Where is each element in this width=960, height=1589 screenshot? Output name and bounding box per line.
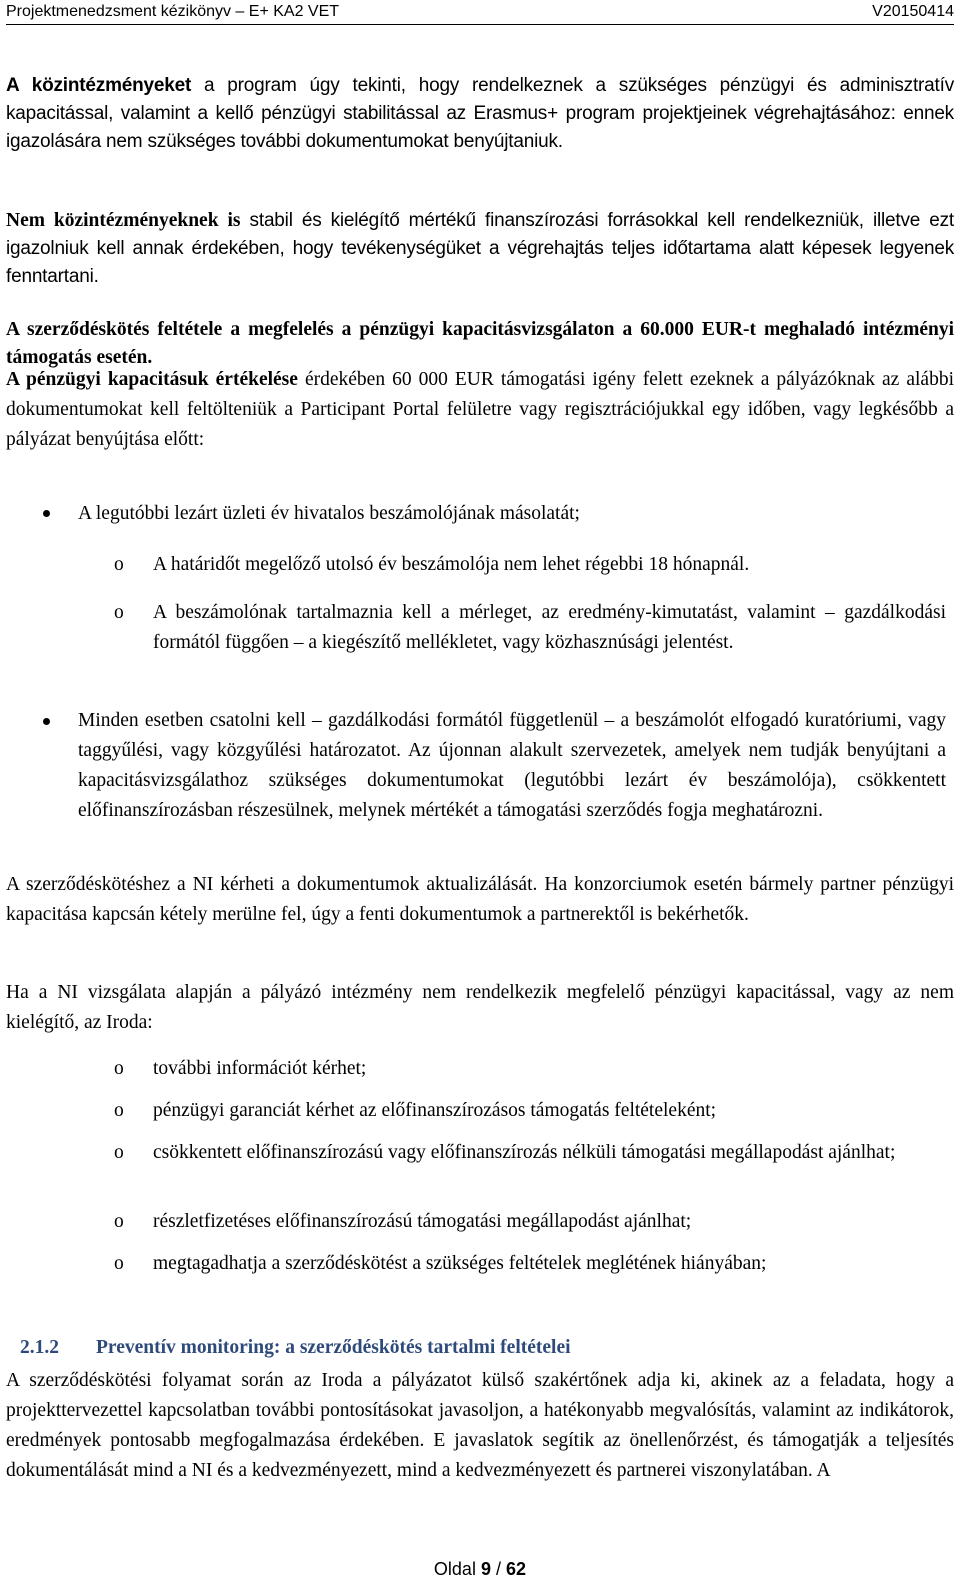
paragraph-text: a program úgy tekinti, hogy rendelkeznek a szükséges pénzügyi és adminisztratív kapacitással, valamint a kellő pénzügyi stabilitással az Erasmus+ program projektjeinek végrehajtásához: ennek igazolására nem szükséges további dokumentumokat benyújtaniuk.: [6, 75, 954, 152]
header-title: Projektmenedzsment kézikönyv – E+ KA2 VET: [6, 3, 340, 20]
footer-current-page: 9: [480, 1559, 491, 1579]
paragraph-non-public-institutions: [6, 207, 954, 291]
sub-bullet-marker: o: [114, 1211, 124, 1232]
paragraph-text: stabil és kielégítő mértékű finanszírozási forrásokkal kell rendelkezniük, illetve ezt igazolniuk kell annak érdekében, hogy tevékenységüket a végrehajtás teljes időtartama alatt képesek legyenek fenntartani.: [6, 210, 954, 287]
paragraph-contract-condition: A szerződéskötés feltétele a megfelelés a pénzügyi kapacitásvizsgálaton a 60.000 EUR-t meghaladó intézményi támogatás esetén.: [6, 319, 954, 368]
option-item: részletfizetéses előfinanszírozású támogatási megállapodást ajánlhat;: [153, 1211, 692, 1232]
bullet-marker: [43, 718, 50, 725]
footer-total-pages: 62: [506, 1559, 527, 1579]
paragraph-lead: Nem közintézményeknek is: [6, 210, 241, 231]
sub-bullet-marker: o: [114, 1058, 124, 1079]
header-rule: [6, 24, 954, 25]
sub-bullet-item: A beszámolónak tartalmaznia kell a mérleget, az eredmény-kimutatást, valamint – gazdálkodási formától függően – a kiegészítő mellékletet, vagy közhasznúsági jelentést.: [153, 602, 946, 653]
paragraph-preventive-monitoring: A szerződéskötési folyamat során az Iroda a pályázatot külső szakértőnek adja ki, akinek az a feladata, hogy a projekttervezettel kapcsolatban további pontosításokat javasoljon, a hatékonyabb megvalósítás, valamint az indikátorok, eredmények pontosabb megfogalmazása érdekében. E javaslatok segítik az önellenőrzést, és támogatják a teljesítés dokumentálását mind a NI és a kedvezményezett, mind a kedvezményezett és partnerei viszonylatában. A: [6, 1370, 954, 1481]
option-item: további információt kérhet;: [153, 1058, 367, 1079]
sub-bullet-marker: o: [114, 602, 124, 623]
page-footer: [0, 1557, 960, 1581]
section-title: Preventív monitoring: a szerződéskötés tartalmi feltételei: [96, 1337, 571, 1358]
bullet-marker: [43, 510, 50, 517]
sub-bullet-marker: o: [114, 1253, 124, 1274]
sub-bullet-marker: o: [114, 1142, 124, 1163]
sub-bullet-marker: o: [114, 554, 124, 575]
option-item: csökkentett előfinanszírozású vagy előfinanszírozás nélküli támogatási megállapodást ajánlhat;: [153, 1142, 896, 1163]
sub-bullet-marker: o: [114, 1100, 124, 1121]
bullet-item: A legutóbbi lezárt üzleti év hivatalos beszámolójának másolatát;: [78, 503, 580, 524]
header-version: V20150414: [872, 3, 954, 20]
paragraph-text: érdekében 60 000 EUR támogatási igény felett ezeknek a pályázóknak az alábbi dokumentumokat kell feltölteniük a Participant Portal felületre vagy regisztrációjukkal egy időben, vagy legkésőbb a pályázat benyújtása előtt:: [6, 369, 954, 450]
bullet-item: Minden esetben csatolni kell – gazdálkodási formától függetlenül – a beszámolót elfogadó kuratóriumi, vagy taggyűlési, vagy közgyűlési határozatot. Az újonnan alakult szervezetek, amelyek nem tudják benyújtani a kapacitásvizsgálathoz szükséges dokumentumokat (legutóbbi lezárt év beszámolója), csökkentett előfinanszírozásban részesülnek, melynek mértékét a támogatási szerződés fogja meghatározni.: [78, 710, 946, 821]
paragraph-insufficient-capacity: Ha a NI vizsgálata alapján a pályázó intézmény nem rendelkezik megfelelő pénzügyi kapacitással, vagy az nem kielégítő, az Iroda:: [6, 982, 954, 1033]
sub-bullet-item: A határidőt megelőző utolsó év beszámolója nem lehet régebbi 18 hónapnál.: [153, 554, 750, 575]
section-number: 2.1.2: [20, 1337, 59, 1358]
option-item: pénzügyi garanciát kérhet az előfinanszírozásos támogatás feltételeként;: [153, 1100, 717, 1121]
footer-separator: /: [496, 1559, 502, 1579]
paragraph-financial-capacity: [6, 365, 954, 455]
running-header: [6, 0, 954, 24]
section-heading: [20, 1335, 571, 1361]
paragraph-update-documents: A szerződéskötéshez a NI kérheti a dokumentumok aktualizálását. Ha konzorciumok esetén bármely partner pénzügyi kapacitása kapcsán kétely merülne fel, úgy a fenti dokumentumok a partnerektől is bekérhetők.: [6, 874, 954, 925]
paragraph-lead: A pénzügyi kapacitásuk értékelése: [6, 369, 298, 390]
paragraph-public-institutions: [6, 72, 954, 156]
paragraph-lead: A közintézményeket: [6, 75, 192, 96]
option-item: megtagadhatja a szerződéskötést a szükséges feltételek meglétének hiányában;: [153, 1253, 767, 1274]
footer-label: Oldal: [433, 1559, 476, 1579]
